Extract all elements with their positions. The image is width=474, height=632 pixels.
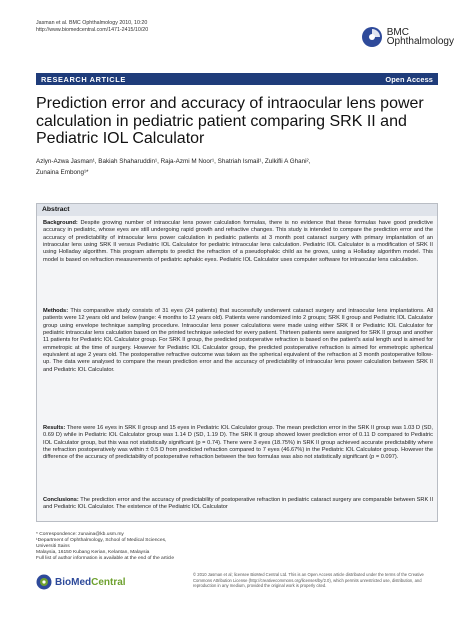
publisher-name-part1: BioMed — [55, 576, 92, 588]
results-label: Results: — [43, 425, 66, 431]
citation-text: Jasman et al. BMC Ophthalmology 2010, 10:20 — [36, 20, 148, 26]
abstract-heading: Abstract — [37, 204, 437, 216]
conclusions-text: The prediction error and the accuracy of predictability of postoperative refraction in pediatric cataract surgery are comparable between SRK II and Pediatric IOL Calculator. The existence of the Pediatric IOL Calculator — [43, 497, 434, 511]
bmc-journal-icon — [361, 26, 383, 48]
author-list — [36, 157, 440, 178]
article-citation-header — [36, 20, 148, 34]
journal-logo-line2: Ophthalmology — [386, 36, 454, 47]
correspondence-email[interactable]: * Correspondence: zunaina@kb.usm.my — [36, 532, 124, 537]
publisher-name-part2: Central — [91, 576, 126, 588]
background-label: Background: — [43, 220, 78, 226]
affiliation-line-1: ¹Department of Ophthalmology, School of Medical Sciences, Universiti Sains — [36, 538, 167, 549]
methods-text: This comparative study consists of 31 eyes (24 patients) that successfully underwent cataract surgery and intraocular lens implantations. All patients were 12 years old and below (range: 4 months to 12 years old). Patients were randomized into 2 groups; SRK II group and Pediatric IOL Calculator group using envelope technique sampling procedure. Intraocular lens power calculations were made using either SRK II or Pediatric IOL Calculator for pediatric intraocular lens calculation based on the printed technique selected for every patient. Thirteen patients were assigned for SRK II group and another 11 patients for Pediatric IOL Calculator group. For SRK II group, the predicted postoperative refraction is based on the patient's axial length and is aimed for emmetropic at the time of surgery. However for Pediatric IOL Calculator group, the predicted postoperative refraction is aimed for emmetropic spherical equivalent at age 2 years old. The postoperative refractive outcome was taken as the spherical equivalent of the refraction at 3 month postoperative follow-up. The data were analysed to compare the mean prediction error and the accuracy of predictability of intraocular lens power calculation between SRK II and Pediatric IOL Calculator. — [43, 308, 433, 373]
author-line-1: Azlyn-Azwa Jasman¹, Bakiah Shaharuddin¹, Raja-Azmi M Noor¹, Shatriah Ismail¹, Zulkifli A Ghani², — [36, 158, 311, 165]
biomed-central-logo — [36, 574, 126, 590]
biomed-central-icon — [36, 574, 52, 590]
footnotes — [36, 532, 186, 562]
abstract-conclusions — [43, 497, 433, 512]
abstract-results — [43, 425, 433, 462]
results-text: There were 16 eyes in SRK II group and 15 eyes in Pediatric IOL Calculator group. The mean prediction error in the SRK II group was 1.03 D (SD, 0.69 D) while in Pediatric IOL Calculator group was 1.14 D (SD, 1.19 D). The SRK II group showed lower prediction error of 0.11 D compared to Pediatric IOL Calculator group, but this was not statistically significant (p = 0.74). There were 3 eyes (18.75%) in SRK II group achieved accurate predictability where the refraction postoperatively was within ± 0.5 D from predicted refraction compared to 7 eyes (46.67%) in the Pediatric IOL Calculator group. However the difference of the accuracy of predictability of postoperative refraction between the two formulas was also not statistically significant (p = 0.097). — [43, 425, 433, 461]
methods-label: Methods: — [43, 308, 69, 314]
open-access-label: Open Access — [385, 74, 433, 84]
abstract-background — [43, 220, 433, 264]
background-text: Despite growing number of intraocular lens power calculation formulas, there is no evidence that these formulas have good predictive accuracy in pediatric, whose eyes are still undergoing rapid growth and refractive changes. This study is intended to compare the prediction error and the accuracy of predictability of intraocular lens power calculation in pediatric patients at 3 month post cataract surgery with primary implantation of an intraocular lens using SRK II versus Pediatric IOL Calculator for pediatric intraocular lens calculation. Pediatric IOL Calculator is a modification of SRK II using Holladay algorithm. This program attempts to predict the refraction of a pseudophakic child as he grows, using a Holladay algorithm model. This model is based on refraction measurements of pediatric aphakic eyes. Pediatric IOL Calculator uses computer software for intraocular lens calculation. — [43, 220, 433, 263]
abstract-methods — [43, 308, 433, 374]
conclusions-label: Conclusions: — [43, 497, 79, 503]
article-type-label: RESEARCH ARTICLE — [41, 74, 126, 84]
author-line-2: Zunaina Embong¹* — [36, 168, 89, 176]
copyright-notice: © 2010 Jasman et al; licensee BioMed Central Ltd. This is an Open Access article distributed under the terms of the Creative Commons Attribution License (http://creativecommons.org/licenses/by/2.0), which permits unrestricted use, distribution, and reproduction in any medium, provided the original work is properly cited. — [193, 572, 424, 588]
article-title: Prediction error and accuracy of intraocular lens power calculation in pediatric patient comparing SRK II and Pediatric IOL Calculator — [36, 95, 424, 147]
article-url-link[interactable]: http://www.biomedcentral.com/1471-2415/10/20 — [36, 27, 149, 33]
author-info-note: Full list of author information is available at the end of the article — [36, 556, 175, 561]
abstract-box — [36, 203, 438, 522]
article-type-bar — [36, 73, 438, 85]
journal-logo — [361, 26, 454, 48]
affiliation-line-2: Malaysia, 16150 Kubang Kerian, Kelantan, Malaysia — [36, 550, 150, 555]
journal-logo-line1: BMC — [386, 26, 409, 38]
